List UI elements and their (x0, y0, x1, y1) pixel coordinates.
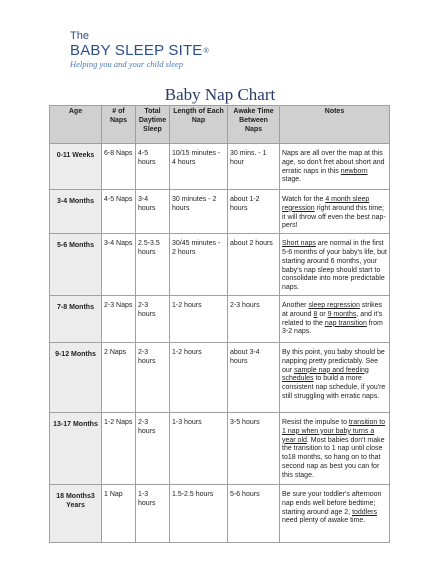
header-awake-time: Awake Time Between Naps (228, 106, 280, 144)
age-cell: 5-6 Months (50, 234, 102, 296)
naps-cell: 1 Nap (102, 484, 136, 542)
naps-cell: 4-5 Naps (102, 190, 136, 234)
logo-the-text: The (70, 30, 89, 42)
notes-text: Another (282, 301, 309, 309)
header-age: Age (50, 106, 102, 144)
awake-time-cell: about 1-2 hours (228, 190, 280, 234)
notes-cell (280, 295, 390, 342)
nap-length-cell: 30 minutes - 2 hours (170, 190, 228, 234)
notes-text: By this point, you baby should be napping pretty predictably. See our (282, 348, 385, 374)
sample-schedules-link[interactable]: sample nap and feeding schedules (282, 366, 369, 383)
notes-cell (280, 144, 390, 190)
nap-chart-table (49, 105, 390, 543)
nap-transition-link[interactable]: nap transition (324, 319, 367, 327)
total-sleep-cell: 2-3 hours (136, 412, 170, 484)
notes-text: Watch for the (282, 196, 326, 203)
notes-text: strikes at around (282, 301, 383, 318)
header-nap-length: Length of Each Nap (170, 106, 228, 144)
table-header-row (50, 106, 390, 144)
age-cell: 7-8 Months (50, 295, 102, 342)
age-cell: 0-11 Weeks (50, 144, 102, 190)
nap-length-cell: 1-2 hours (170, 295, 228, 342)
total-sleep-cell: 1-3 hours (136, 484, 170, 542)
notes-text: or (317, 310, 328, 318)
notes-text: Resist the impulse to (282, 418, 349, 426)
short-naps-link[interactable]: Short naps (282, 240, 316, 248)
notes-text: Be sure your toddler's afternoon nap ends well before bedtime; starting around age 2, (282, 490, 382, 516)
age-cell: 13-17 Months (50, 412, 102, 484)
8-month-link[interactable]: 8 (313, 310, 318, 318)
notes-text: from 3-2 naps. (282, 319, 383, 336)
notes-cell (280, 342, 390, 412)
header-total-sleep: Total Daytime Sleep (136, 106, 170, 144)
awake-time-cell: 2-3 hours (228, 295, 280, 342)
newborn-link[interactable]: newborn (340, 167, 368, 175)
awake-time-cell: about 2 hours (228, 234, 280, 296)
age-cell: 18 Months3 Years (50, 484, 102, 542)
table-row (50, 144, 390, 190)
naps-cell: 2 Naps (102, 342, 136, 412)
9-months-link[interactable]: 9 months (327, 310, 357, 318)
page-title: Baby Nap Chart (164, 85, 276, 104)
table-row (50, 234, 390, 296)
header-notes: Notes (280, 106, 390, 144)
awake-time-cell: about 3-4 hours (228, 342, 280, 412)
toddlers-link[interactable]: toddlers (352, 508, 377, 516)
4-month-regression-link[interactable]: 4 month sleep regression (282, 196, 370, 212)
registered-mark: ® (203, 48, 209, 55)
total-sleep-cell: 2-3 hours (136, 342, 170, 412)
age-cell: 9-12 Months (50, 342, 102, 412)
notes-text: stage. (282, 176, 302, 184)
total-sleep-cell: 2-3 hours (136, 295, 170, 342)
header-naps: # of Naps (102, 106, 136, 144)
transition-to-1-nap-link[interactable]: transition to 1 nap when your baby turns a year old (282, 418, 386, 444)
notes-cell (280, 190, 390, 234)
awake-time-cell: 5-6 hours (228, 484, 280, 542)
total-sleep-cell: 3-4 hours (136, 190, 170, 234)
total-sleep-cell: 2.5-3.5 hours (136, 234, 170, 296)
table-row (50, 190, 390, 234)
nap-length-cell: 1-3 hours (170, 412, 228, 484)
notes-text: to build a more consistent nap schedule, if you're still struggling with erratic naps. (282, 375, 386, 400)
naps-cell: 6-8 Naps (102, 144, 136, 190)
awake-time-cell: 30 mins. - 1 hour (228, 144, 280, 190)
naps-cell: 1-2 Naps (102, 412, 136, 484)
table-row (50, 342, 390, 412)
table-row (50, 295, 390, 342)
nap-length-cell: 10/15 minutes - 4 hours (170, 144, 228, 190)
table-row (50, 412, 390, 484)
nap-length-cell: 1-2 hours (170, 342, 228, 412)
nap-length-cell: 1.5-2.5 hours (170, 484, 228, 542)
table-row (50, 484, 390, 542)
notes-text: . Most babies don't make the transition to 1 nap until close to18 months, so hang on to that second nap as best you can for this stage. (282, 436, 385, 479)
sleep-regression-link[interactable]: sleep regression (308, 301, 360, 309)
logo-name-text: BABY SLEEP SITE (70, 42, 203, 59)
naps-cell: 2-3 Naps (102, 295, 136, 342)
total-sleep-cell: 4-5 hours (136, 144, 170, 190)
notes-cell (280, 234, 390, 296)
logo-name (70, 42, 209, 59)
awake-time-cell: 3-5 hours (228, 412, 280, 484)
age-cell: 3-4 Months (50, 190, 102, 234)
logo-tagline: Helping you and your child sleep (70, 59, 184, 69)
site-logo[interactable] (70, 30, 209, 70)
notes-cell (280, 484, 390, 542)
notes-cell (280, 412, 390, 484)
notes-text: need plenty of awake time. (282, 517, 366, 525)
notes-text: are normal in the first 5-6 months of your baby's life, but starting around 6 months, your baby's nap sleep should start to consolidate into more predictable naps. (282, 240, 387, 292)
notes-text: , and it's related to the (282, 310, 383, 327)
notes-text: right around this time; it will throw off even the best nap-pers! (282, 204, 386, 230)
nap-length-cell: 30/45 minutes - 2 hours (170, 234, 228, 296)
notes-text: Naps are all over the map at this age, so don't fret about short and erratic naps in this (282, 150, 385, 175)
naps-cell: 3-4 Naps (102, 234, 136, 296)
